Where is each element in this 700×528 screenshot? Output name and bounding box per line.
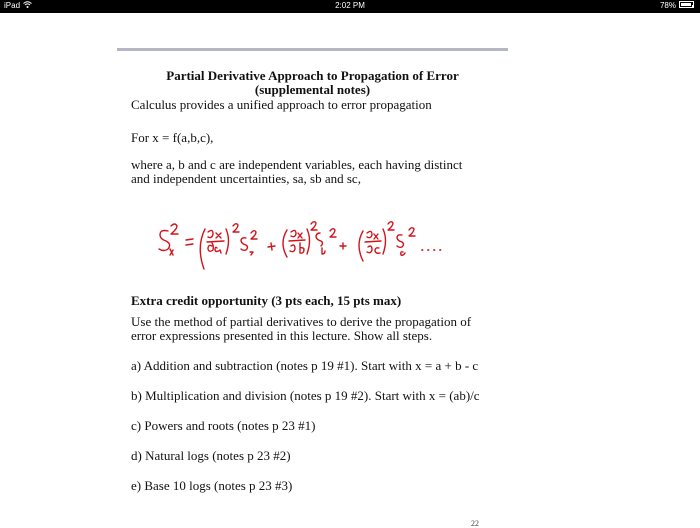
handwritten-equation	[150, 213, 490, 273]
instructions-line-2: error expressions presented in this lecture. Show all steps.	[131, 328, 433, 343]
page-number: 22	[471, 519, 479, 528]
list-item-b: b) Multiplication and division (notes p 19 #2). Start with x = (ab)/c	[131, 388, 480, 403]
header-rule	[117, 48, 508, 51]
list-item-d: d) Natural logs (notes p 23 #2)	[131, 448, 291, 463]
instructions-line-1: Use the method of partial derivatives to derive the propagation of	[131, 314, 472, 329]
instructions-text	[131, 315, 531, 343]
list-item-c: c) Powers and roots (notes p 23 #1)	[131, 418, 316, 433]
where-line-1: where a, b and c are independent variables, each having distinct	[131, 157, 463, 172]
status-bar	[0, 0, 700, 13]
list-item-a: a) Addition and subtraction (notes p 19 #1). Start with x = a + b - c	[131, 358, 479, 373]
battery-icon	[679, 1, 694, 10]
where-text	[131, 158, 531, 186]
where-line-2: and independent uncertainties, sa, sb and sc,	[131, 171, 361, 186]
device-name: iPad	[4, 1, 21, 10]
status-right	[660, 1, 694, 10]
document-page[interactable]	[0, 13, 700, 528]
battery-percent: 78%	[659, 1, 676, 10]
for-line: For x = f(a,b,c),	[131, 130, 214, 145]
document-title	[117, 69, 508, 97]
title-line-2: (supplemental notes)	[254, 82, 371, 97]
extra-credit-heading: Extra credit opportunity (3 pts each, 15 pts max)	[131, 293, 402, 308]
clock: 2:02 PM	[335, 1, 365, 10]
list-item-e: e) Base 10 logs (notes p 23 #3)	[131, 478, 293, 493]
intro-text: Calculus provides a unified approach to error propagation	[131, 97, 432, 112]
title-line-1: Partial Derivative Approach to Propagation of Error	[166, 68, 459, 83]
